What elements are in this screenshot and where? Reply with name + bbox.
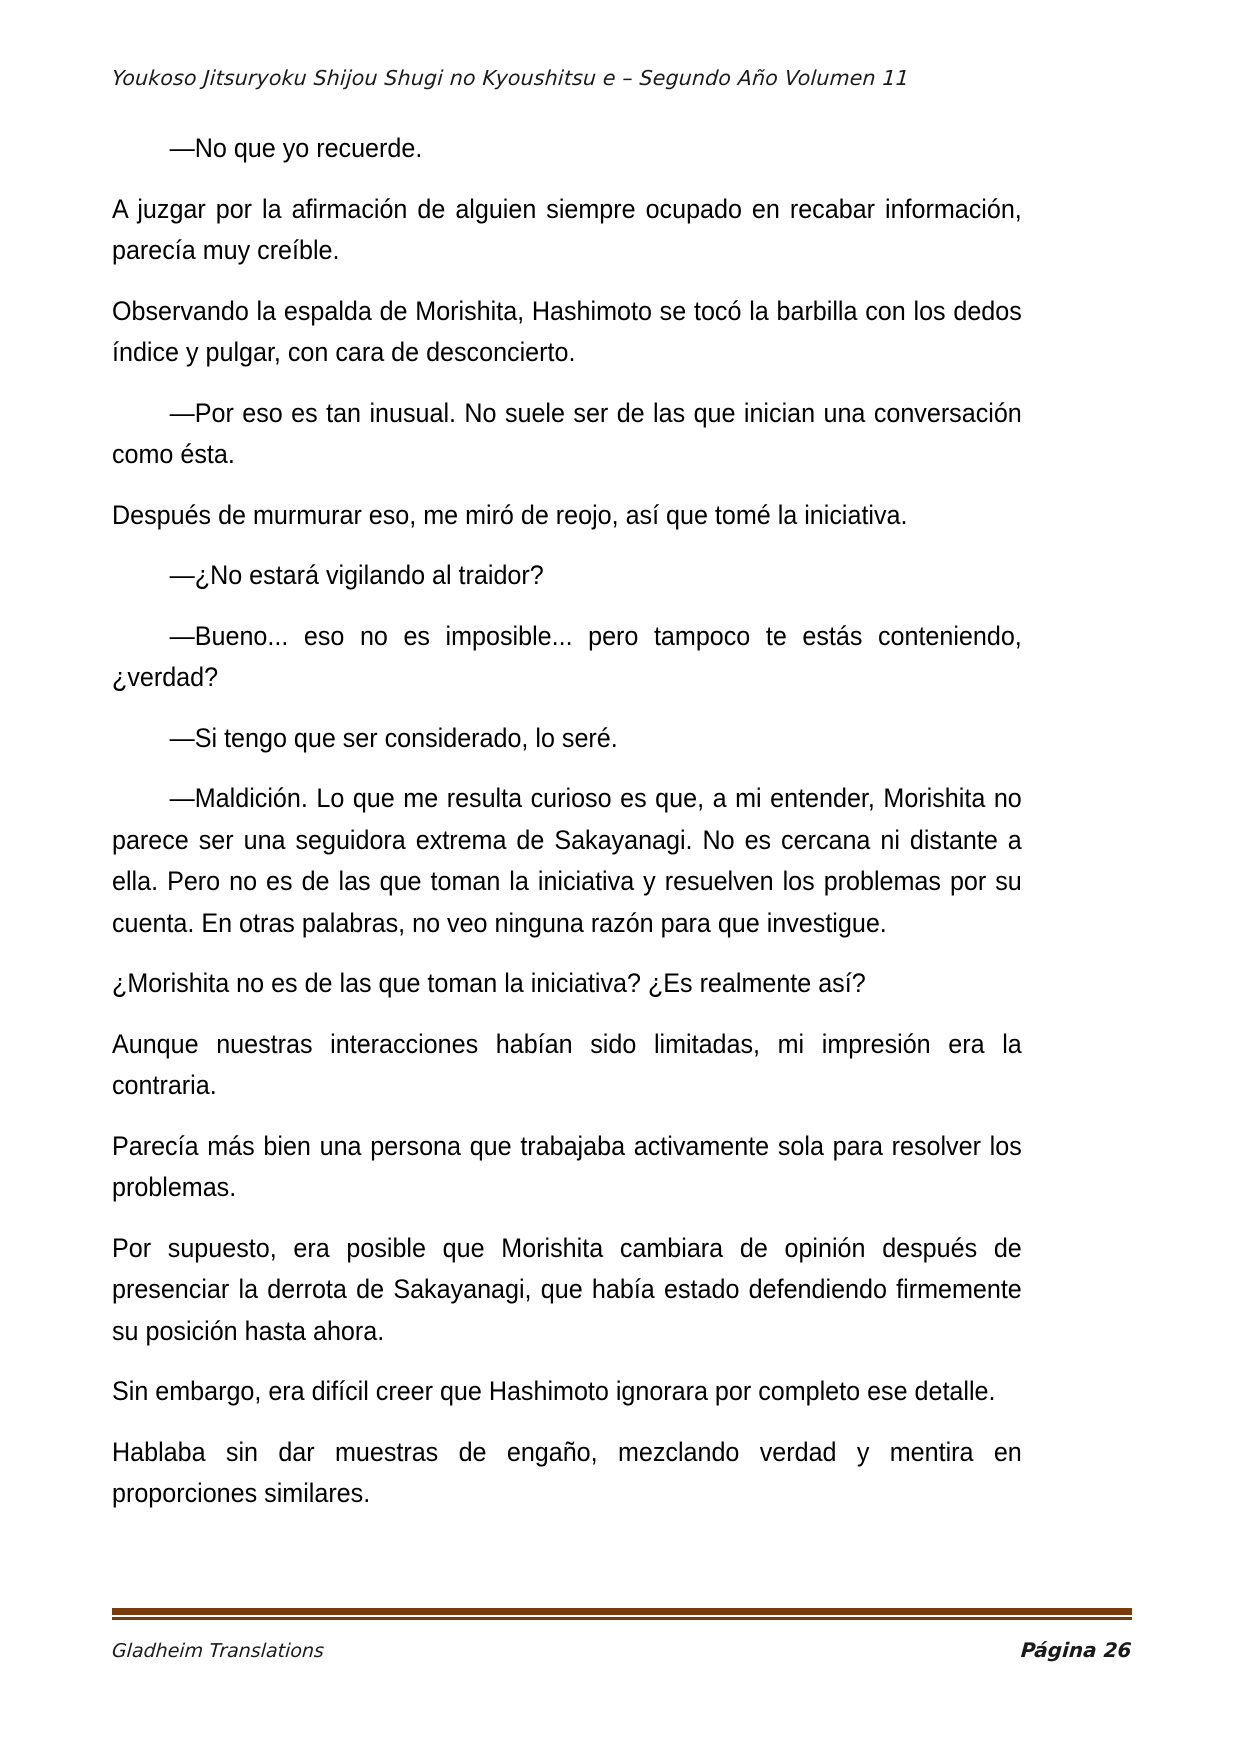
footer-page-number: Página 26: [1020, 1638, 1133, 1662]
body-paragraph: —Si tengo que ser considerado, lo seré.: [169, 722, 618, 753]
body-paragraph: —Por eso es tan inusual. No suele ser de las que inician una conversación como ésta.: [112, 397, 1022, 469]
body-paragraph: Parecía más bien una persona que trabajaba activamente sola para resolver los problemas.: [112, 1130, 1022, 1202]
body-paragraph: ¿Morishita no es de las que toman la iniciativa? ¿Es realmente así?: [112, 968, 866, 998]
page-footer: [112, 1608, 1132, 1662]
footer-translator-credit: Gladheim Translations: [111, 1640, 325, 1662]
body-paragraph: Después de murmurar eso, me miró de reojo, así que tomé la iniciativa.: [112, 499, 908, 530]
body-paragraph: —No que yo recuerde.: [169, 133, 423, 163]
body-paragraph: Observando la espalda de Morishita, Hashimoto se tocó la barbilla con los dedos índice y pulgar, con cara de desconcierto.: [112, 295, 1022, 367]
body-paragraph: —Bueno... eso no es imposible... pero tampoco te estás conteniendo, ¿verdad?: [112, 620, 1022, 692]
body-paragraph: —Maldición. Lo que me resulta curioso es que, a mi entender, Morishita no parece ser una seguidora extrema de Sakayanagi. No es cercana ni distante a ella. Pero no es de las que toman la iniciativa y resuelven los problemas por su cuenta. En otras palabras, no veo ninguna razón para que investigue.: [112, 783, 1022, 938]
body-paragraph: —¿No estará vigilando al traidor?: [169, 560, 544, 590]
body-paragraph: Aunque nuestras interacciones habían sido limitadas, mi impresión era la contraria.: [112, 1028, 1022, 1100]
footer-rule-thick: [112, 1608, 1132, 1615]
document-body: [112, 128, 1022, 1534]
body-paragraph: Hablaba sin dar muestras de engaño, mezclando verdad y mentira en proporciones similares.: [112, 1436, 1022, 1508]
footer-row: [112, 1638, 1132, 1662]
footer-rule-thin: [112, 1617, 1132, 1620]
header-title: Youkoso Jitsuryoku Shijou Shugi no Kyoushitsu e – Segundo Año Volumen 11: [111, 66, 910, 90]
page-header: [112, 66, 1132, 100]
body-paragraph: A juzgar por la afirmación de alguien siempre ocupado en recabar información, parecía muy creíble.: [112, 193, 1022, 265]
body-paragraph: Por supuesto, era posible que Morishita cambiara de opinión después de presenciar la derrota de Sakayanagi, que había estado defendiendo firmemente su posición hasta ahora.: [112, 1232, 1022, 1346]
body-paragraph: Sin embargo, era difícil creer que Hashimoto ignorara por completo ese detalle.: [112, 1376, 996, 1406]
